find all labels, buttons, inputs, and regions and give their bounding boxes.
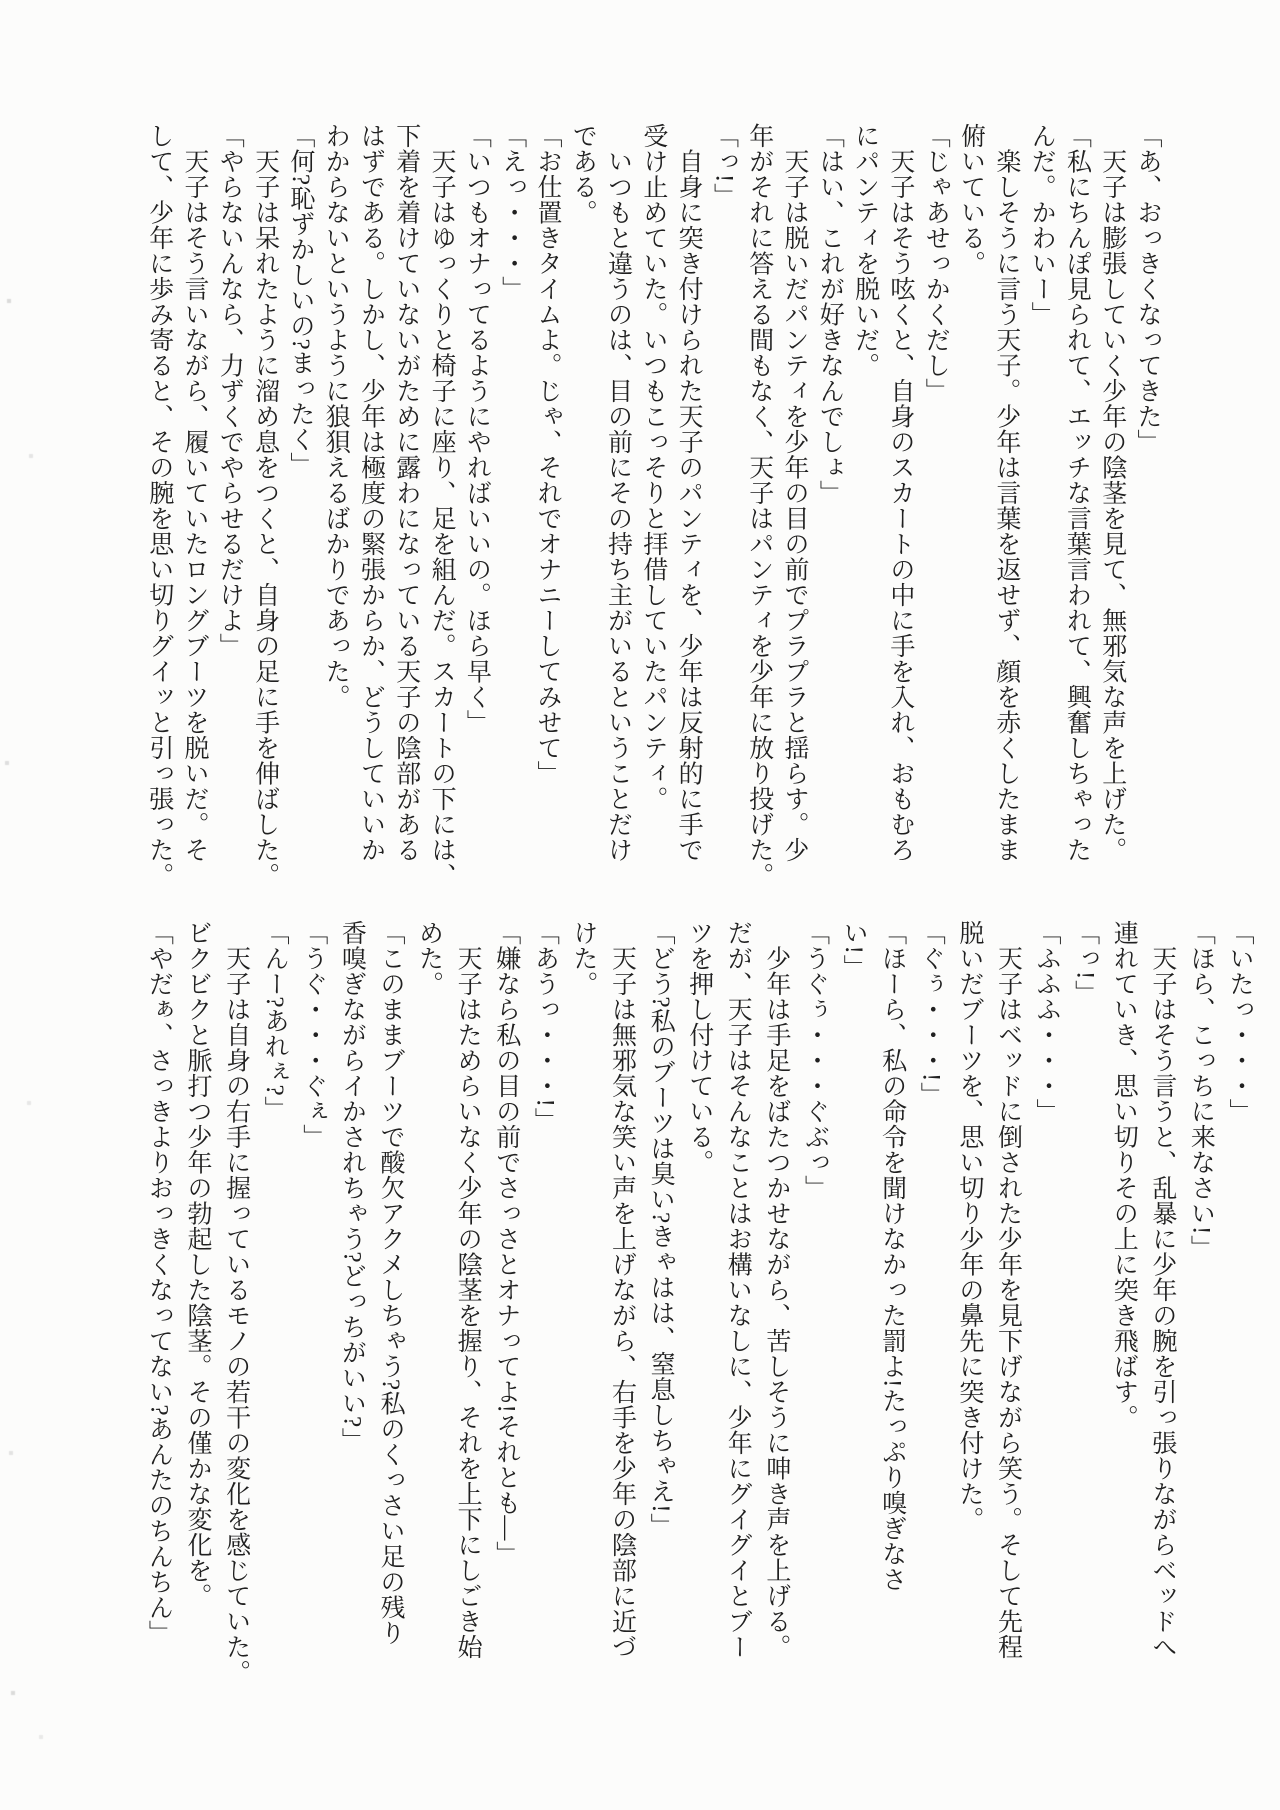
text-column: 「ほら、こっちに来なさい!」	[1187, 920, 1215, 1261]
text-column: 「何?恥ずかしいの?まったく」	[286, 123, 314, 478]
text-column: して、少年に歩み寄ると、その腕を思い切りグイッと引っ張った。	[145, 123, 173, 888]
text-column: 「ほーら、私の命令を聞けなかった罰よ!たっぷり嗅ぎなさ	[878, 920, 906, 1592]
text-column: 「っ!」	[710, 123, 738, 209]
text-column: 天子はそう言うと、乱暴に少年の腕を引っ張りながらベッドへ	[1148, 920, 1176, 1660]
text-column: 天子は呆れたように溜め息をつくと、自身の足に手を伸ばした。	[251, 123, 279, 888]
text-column: 自身に突き付けられた天子のパンティを、少年は反射的に手で	[675, 123, 703, 863]
text-block-upper	[141, 123, 1165, 923]
text-column: 俯いている。	[957, 123, 985, 276]
text-column: 天子は脱いだパンティを少年の目の前でプラプラと揺らす。少	[781, 123, 809, 863]
text-column: 「このままブーツで酸欠アクメしちゃう?私のくっさい足の残り	[376, 920, 404, 1646]
text-column: 「いつもオナってるようにやればいいの。ほら早く」	[463, 123, 491, 735]
text-column: 楽しそうに言う天子。少年は言葉を返せず、顔を赤くしたまま	[992, 123, 1020, 863]
text-column: 「どう?私のブーツは臭い?きゃはは、窒息しちゃえ!」	[647, 920, 675, 1539]
text-column: にパンティを脱いだ。	[851, 123, 879, 378]
text-column: 天子はそう呟くと、自身のスカートの中に手を入れ、おもむろ	[886, 123, 914, 863]
text-column: 天子はそう言いながら、履いていたロングブーツを脱いだ。そ	[180, 123, 208, 863]
text-column: 「あうっ・・・!」	[531, 920, 559, 1133]
text-column: はずである。しかし、少年は極度の緊張からか、どうしていいか	[357, 123, 385, 863]
scan-artifacts	[0, 0, 2, 2]
text-column: 天子は膨張していく少年の陰茎を見て、無邪気な声を上げた。	[1098, 123, 1126, 863]
text-column: 天子は無邪気な笑い声を上げながら、右手を少年の陰部に近づ	[608, 920, 636, 1660]
text-column: 「ぐぅ・・・!」	[917, 920, 945, 1108]
text-column: ビクビクと脈打つ少年の勃起した陰茎。その僅かな変化を。	[183, 920, 211, 1609]
text-column: 年がそれに答える間もなく、天子はパンティを少年に放り投げた。	[745, 123, 773, 888]
text-column: 受け止めていた。いつもこっそりと拝借していたパンティ。	[639, 123, 667, 812]
text-column: 「お仕置きタイムよ。じゃ、それでオナニーしてみせて」	[533, 123, 561, 786]
text-column: 「やらないんなら、力ずくでやらせるだけよ」	[216, 123, 244, 659]
text-column: 「あ、おっきくなってきた」	[1134, 123, 1161, 455]
text-column: ツを押し付けている。	[685, 920, 713, 1175]
text-column: だが、天子はそんなことはお構いなしに、少年にグイグイとブー	[724, 920, 752, 1660]
text-column: い!」	[840, 920, 868, 980]
text-block-lower	[139, 920, 1258, 1720]
text-column: 天子はゆっくりと椅子に座り、足を組んだ。スカートの下には、	[428, 123, 456, 888]
text-column: 香嗅ぎながらイかされちゃう?どっちがいい?」	[338, 920, 366, 1454]
text-column: 「私にちんぽ見られて、エッチな言葉言われて、興奮しちゃった	[1063, 123, 1091, 863]
text-column: 「やだぁ、さっきよりおっきくなってない?あんたのちんちん」	[145, 920, 173, 1646]
text-column: 「いたっ・・・」	[1226, 920, 1253, 1124]
text-column: 「嫌なら私の目の前でさっさとオナってよ!それとも―」	[492, 920, 520, 1567]
text-column: 「じゃあせっかくだし」	[922, 123, 950, 404]
text-column: 天子はためらいなく少年の陰茎を握り、それを上下にしごき始	[454, 920, 482, 1660]
text-column: 「うぐ・・・ぐぇ」	[299, 920, 327, 1150]
text-column: 「はい、これが好きなんでしょ」	[816, 123, 844, 506]
text-column: 下着を着けていないがために露わになっている天子の陰部がある	[392, 123, 420, 863]
text-column: んだ。かわいー」	[1028, 123, 1056, 327]
text-column: めた。	[415, 920, 443, 997]
text-column: 「えっ・・・」	[498, 123, 526, 302]
text-column: 「ふふふ・・・」	[1033, 920, 1061, 1124]
text-column: わからないというように狼狽えるばかりであった。	[322, 123, 350, 710]
text-column: 「うぐぅ・・・ぐぶっ」	[801, 920, 829, 1201]
text-column: である。	[569, 123, 597, 225]
text-column: 脱いだブーツを、思い切り少年の鼻先に突き付けた。	[955, 920, 983, 1532]
text-column: 天子はベッドに倒された少年を見下げながら笑う。そして先程	[994, 920, 1022, 1660]
text-column: 「っ!」	[1071, 920, 1099, 1006]
text-column: 「んー?あれぇ?」	[261, 920, 289, 1122]
text-column: 連れていき、思い切りその上に突き飛ばす。	[1110, 920, 1138, 1430]
text-column: いつもと違うのは、目の前にその持ち主がいるということだけ	[604, 123, 632, 863]
text-column: けた。	[569, 920, 597, 997]
text-column: 少年は手足をばたつかせながら、苦しそうに呻き声を上げる。	[762, 920, 790, 1660]
text-column: 天子は自身の右手に握っているモノの若干の変化を感じていた。	[222, 920, 250, 1685]
